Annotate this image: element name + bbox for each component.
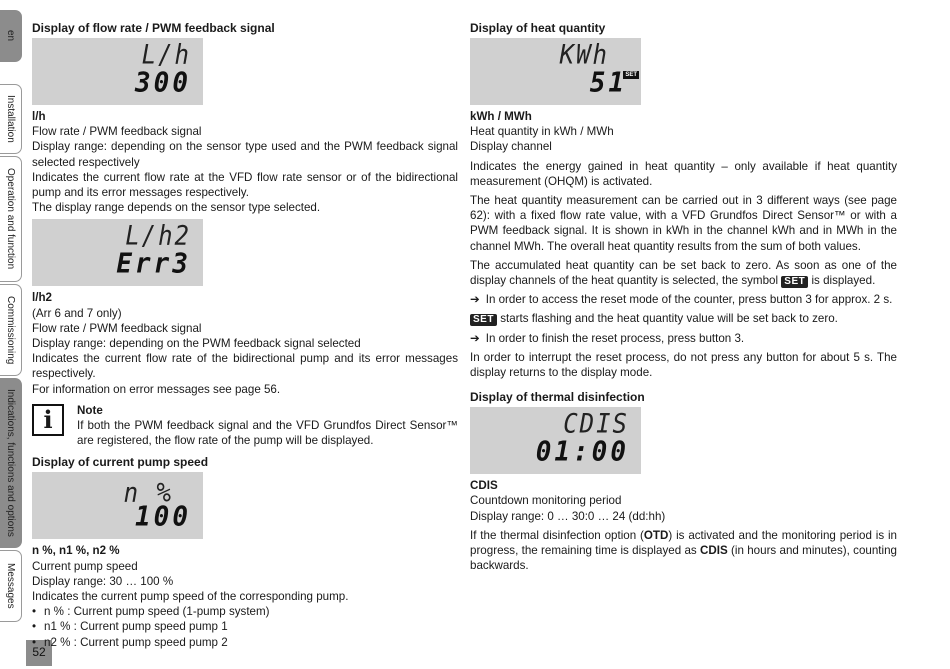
lcd-set-indicator: SET — [625, 72, 637, 78]
lcd-flow2-bottom: Err3 — [116, 248, 191, 281]
heat-heading: Display of heat quantity — [470, 21, 606, 35]
thermal-para-text: ) is activated and the monitoring period is in progress, the remaining time is displayed as — [470, 528, 898, 558]
lcd-speed-top: n % — [123, 477, 173, 509]
set-symbol: SET — [470, 314, 497, 326]
tab-en[interactable]: en — [0, 10, 22, 62]
instruction-text: In order to finish the reset process, press button 3. — [485, 331, 745, 345]
tab-operation-and-function[interactable]: Operation and function — [0, 156, 22, 282]
info-icon: i — [32, 404, 64, 436]
thermal-heading: Display of thermal disinfection — [470, 390, 645, 405]
speed-line: Indicates the current pump speed of the corresponding pump. — [32, 590, 349, 604]
lcd-speed — [32, 472, 203, 539]
instruction-text: In order to access the reset mode of the counter, press button 3 for approx. 2 s. — [485, 293, 893, 307]
heat-para: In order to interrupt the reset process, do not press any button for about 5 s. The display returns to the display mode. — [470, 350, 897, 380]
speed-line: Display range: 30 … 100 % — [32, 574, 174, 588]
set-symbol: SET — [781, 276, 808, 288]
thermal-channel-code: CDIS — [700, 544, 728, 558]
flow2-term: l/h2 — [32, 291, 52, 305]
left-column — [32, 20, 458, 650]
thermal-line: Countdown monitoring period — [470, 494, 622, 508]
flow2-line: Display range: depending on the PWM feedback signal selected — [32, 337, 361, 351]
instruction — [470, 292, 897, 307]
set-flash-text: starts flashing and the heat quantity value will be set back to zero. — [500, 312, 838, 326]
flow-term: l/h — [32, 110, 46, 123]
heat-para-text: The accumulated heat quantity can be set back to zero. As soon as one of the display channels of the heat quantity is selected, the symbol — [470, 258, 897, 288]
flow-line: The display range depends on the sensor type selected. — [32, 201, 321, 215]
lcd-flow — [32, 38, 203, 105]
arrow-icon: ➔ — [470, 331, 480, 345]
lcd-thermal-bottom: 01:00 — [535, 436, 629, 468]
list-item: • n % : Current pump speed (1-pump system) — [32, 604, 458, 619]
note-text: If both the PWM feedback signal and the VFD Grundfos Direct Sensor™ are registered, the flow rate of the pump will be displayed. — [77, 419, 458, 448]
heat-line: Display channel — [470, 140, 552, 154]
list-item: • n1 % : Current pump speed pump 1 — [32, 619, 458, 634]
tab-messages[interactable]: Messages — [0, 550, 22, 622]
flow2-line: Indicates the current flow rate of the bidirectional pump and its error messages respectively. — [32, 352, 458, 381]
set-flash-line — [470, 311, 897, 326]
heat-line: Heat quantity in kWh / MWh — [470, 125, 614, 139]
flow-line: Display range: depending on the sensor type used and the PWM feedback signal selected respectively — [32, 140, 458, 169]
flow-line: Indicates the current flow rate at the VFD flow rate sensor or of the bidirectional pump and its error messages respectively. — [32, 170, 458, 200]
tab-installation[interactable]: Installation — [0, 84, 22, 154]
note-box — [32, 403, 458, 449]
lcd-flow2 — [32, 219, 203, 286]
flow-heading: Display of flow rate / PWM feedback signal — [32, 21, 275, 35]
instruction — [470, 331, 897, 346]
flow2-line: Flow rate / PWM feedback signal — [32, 321, 202, 335]
speed-line: Current pump speed — [32, 559, 138, 573]
lcd-thermal-top: CDIS — [563, 408, 629, 440]
flow2-line: (Arr 6 and 7 only) — [32, 306, 122, 320]
thermal-para-text: If the thermal disinfection option ( — [470, 528, 644, 542]
heat-para: The heat quantity measurement can be carried out in 3 different ways (see page 62): with a fixed flow rate value, with a VFD Grundfos Direct Sensor™ or with a PWM feedback signal. It is shown in kWh in the channel kWh and in MWh in the channel MWh. The overall heat quantity results from the sum of both values. — [470, 194, 897, 253]
list-item: • n2 % : Current pump speed pump 2 — [32, 635, 458, 650]
tab-indications-functions-options[interactable]: Indications, functions and options — [0, 378, 22, 548]
thermal-line: Display range: 0 … 30:0 … 24 (dd:hh) — [470, 509, 666, 523]
thermal-term: CDIS — [470, 479, 498, 493]
note-title: Note — [77, 403, 103, 417]
flow2-line: For information on error messages see page 56. — [32, 382, 281, 396]
lcd-heat-top: KWh — [559, 39, 609, 71]
speed-heading: Display of current pump speed — [32, 455, 209, 470]
heat-term: kWh / MWh — [470, 110, 532, 123]
heat-para-text: is displayed. — [811, 274, 876, 288]
chapter-tabs — [0, 0, 22, 669]
thermal-para — [470, 528, 897, 574]
right-column — [470, 20, 897, 573]
lcd-heat-bottom: 51 — [589, 67, 627, 99]
flow-line: Flow rate / PWM feedback signal — [32, 125, 202, 139]
lcd-thermal — [470, 407, 641, 474]
page-number: 52 — [26, 640, 52, 666]
lcd-heat — [470, 38, 641, 105]
speed-list — [32, 604, 458, 650]
arrow-icon: ➔ — [470, 293, 480, 307]
lcd-flow-top: L/h — [141, 39, 191, 71]
tab-commissioning[interactable]: Commissioning — [0, 284, 22, 376]
lcd-speed-bottom: 100 — [135, 501, 191, 534]
thermal-option-code: OTD — [643, 528, 669, 542]
lcd-flow2-top: L/h2 — [125, 220, 191, 252]
heat-para — [470, 258, 897, 288]
thermal-para-text: (in hours and minutes), counting backwards. — [470, 544, 897, 573]
heat-para: Indicates the energy gained in heat quantity – only available if heat quantity measurement (OHQM) is activated. — [470, 159, 897, 188]
speed-term: n %, n1 %, n2 % — [32, 544, 120, 558]
lcd-flow-bottom: 300 — [135, 67, 191, 99]
